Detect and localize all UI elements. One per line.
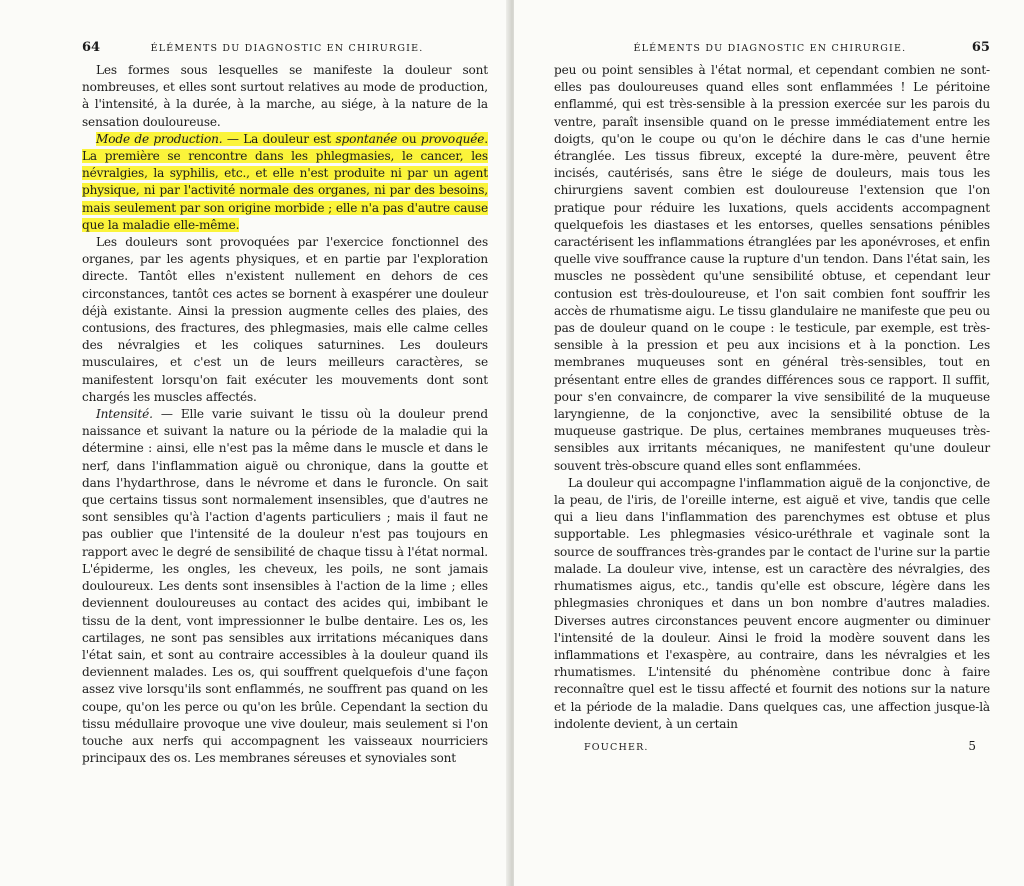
intensite-heading: Intensité. — [96, 407, 153, 422]
right-page — [514, 0, 1024, 886]
left-paragraph-intensity — [82, 406, 488, 767]
left-running-head — [82, 40, 488, 58]
right-running-head — [554, 40, 990, 58]
left-paragraph-provoked — [82, 234, 488, 406]
mode-provoquee: provoquée — [420, 131, 485, 146]
intensite-dash: — — [152, 407, 181, 422]
right-paragraph-inflammation — [554, 475, 990, 733]
left-body — [82, 62, 488, 767]
right-paragraph-membranes — [554, 62, 990, 475]
mode-heading: Mode de production. — [96, 131, 223, 146]
highlighted-passage — [82, 132, 488, 232]
right-body — [554, 62, 990, 733]
mode-ou: ou — [397, 131, 421, 146]
left-paragraph-mode — [82, 131, 488, 234]
right-page-number: 65 — [971, 40, 990, 55]
left-page-number: 64 — [82, 40, 101, 55]
inflammation-text: La douleur qui accompagne l'inflammation aiguë de la conjonctive, de la peau, de l'iris, de l'oreille interne, est aiguë et vive, tandis que celle qui a lieu dans l'inflammation des parenchymes est obtuse et plus supportable. Les phlegmasies vésico-uréthrale et vaginale sont la source de souffrances très-grandes par le contact de l'urine sur la partie malade. La douleur vive, intense, est un caractère des névralgies, des rhumatismes aigus, etc., tandis qu'elle est obscure, légère dans les phlegmasies chroniques et dans un bon nombre d'autres maladies. Diverses autres circonstances peuvent encore augmenter ou diminuer l'intensité de la douleur. Ainsi le froid la modère souvent dans les inflammations et l'exaspère, au contraire, dans les névralgies et les rhumatismes. L'intensité du phénomène contribue donc à faire reconnaître quel est le tissu affecté et fournit des notions sur la nature et la période de la maladie. Dans quelques cas, une affection jusque-là indolente devient, à un certain — [554, 475, 990, 731]
mode-dash: — — [222, 131, 244, 146]
footer-author: FOUCHER. — [584, 741, 649, 753]
mode-text-b: . La première se rencontre dans les phlegmasies, le cancer, les névralgies, la syphilis, etc., et elle n'est produite ni par un agent physique, ni par l'activité normale des organes, ni par des besoins, mais seulement par son origine morbide ; elle n'a pas d'autre cause que la maladie elle-même. — [82, 131, 488, 232]
right-page-footer — [554, 739, 990, 753]
footer-signature: 5 — [968, 738, 976, 753]
provoked-text: Les douleurs sont provoquées par l'exercice fonctionnel des organes, par les agents physiques, et en partie par l'exploration directe. Tantôt elles n'existent nullement en dehors de ces circonstances, tantôt ces actes se bornent à exaspérer une douleur déjà existante. Ainsi la pression augmente celles des plaies, des contusions, des fractures, des phlegmasies, mais elle calme celles des névralgies et les coliques saturnines. Les douleurs musculaires, et c'est un de leurs meilleurs caractères, se manifestent lorsqu'on fait exécuter les mouvements dont sont chargés les muscles affectés. — [82, 235, 488, 404]
left-paragraph-forms — [82, 62, 488, 131]
forms-text: Les formes sous lesquelles se manifeste la douleur sont nombreuses, et elles sont surtout relatives au mode de production, à l'intensité, à la durée, à la marche, au siége, à la nature de la sensation douloureuse. — [82, 63, 488, 129]
intensite-text: Elle varie suivant le tissu où la douleur prend naissance et suivant la nature ou la période de la maladie qui la détermine : ainsi, elle n'est pas la même dans le muscle et dans le nerf, dans l'inflammation aiguë ou chronique, dans la goutte et dans l'hydarthrose, dans le névrome et dans le furoncle. On sait que certains tissus sont normalement insensibles, que d'autres ne sont sensibles qu'à l'action d'agents particuliers ; mais il faut ne pas oublier que l'intensité de la douleur n'est pas toujours en rapport avec le degré de sensibilité de chaque tissu à l'état normal. L'épiderme, les ongles, les cheveux, les poils, ne sont jamais douloureux. Les dents sont insensibles à l'action de la lime ; elles deviennent douloureuses au contact des acides qui, imbibant le tissu de la dent, vont impressionner le bulbe dentaire. Les os, les cartilages, ne sont pas sensibles aux irritations mécaniques dans l'état sain, et sont au contraire accessibles à la douleur quand ils deviennent malades. Les os, qui souffrent quelquefois d'une façon assez vive lorsqu'ils sont enflammés, ne souffrent pas quand on les coupe, qu'on les perce ou qu'on les brûle. Cependant la section du tissu médullaire provoque une vive douleur, mais seulement si l'on touche aux nerfs qui accompagnent les vaisseaux nourriciers principaux des os. Les membranes séreuses et synoviales sont — [82, 407, 488, 766]
mode-spontanee: spontanée — [335, 131, 398, 146]
membranes-text: peu ou point sensibles à l'état normal, et cependant combien ne sont-elles pas douloureuses quand elles sont enflammées ! Le péritoine enflammé, qui est très-sensible à la pression exercée sur les parois du ventre, paraît insensible quand on le presse immédiatement entre les doigts, qu'on le coupe ou qu'on le déchire dans le cas d'une hernie étranglée. Les tissus fibreux, excepté la dure-mère, peuvent être incisés, cautérisés, sans être le siége de douleurs, mais tous les chirurgiens savent combien est douloureuse l'extension que l'on pratique pour réduire les luxations, quels accidents accompagnent quelquefois les diastases et les entorses, quelles sensations pénibles caractérisent les inflammations étranglées par les aponévroses, et enfin quelle vive souffrance cause la rupture d'un tendon. Dans l'état sain, les muscles ne possèdent qu'une sensibilité obtuse, et cependant leur contusion est très-douloureuse, et l'on sait combien font souffrir les accès de rhumatisme aigu. Le tissu glandulaire ne manifeste que peu ou pas de douleur quand on le coupe : le testicule, par exemple, est très-sensible à la pression et peu aux incisions et à la ponction. Les membranes muqueuses sont en général très-sensibles, tout en présentant entre elles de grandes différences sous ce rapport. Il suffit, pour s'en convaincre, de comparer la vive sensibilité de la muqueuse laryngienne, de la conjonctive, avec la sensibilité obtuse de la muqueuse gastrique. De plus, certaines membranes muqueuses très-sensibles aux irritants mécaniques, ne manifestent qu'une douleur souvent très-obscure quand elles sont enflammées. — [554, 63, 990, 473]
mode-text-a: La douleur est — [243, 131, 336, 146]
left-page — [0, 0, 510, 886]
right-running-title: ÉLÉMENTS DU DIAGNOSTIC EN CHIRURGIE. — [633, 43, 907, 54]
left-running-title: ÉLÉMENTS DU DIAGNOSTIC EN CHIRURGIE. — [150, 43, 424, 54]
